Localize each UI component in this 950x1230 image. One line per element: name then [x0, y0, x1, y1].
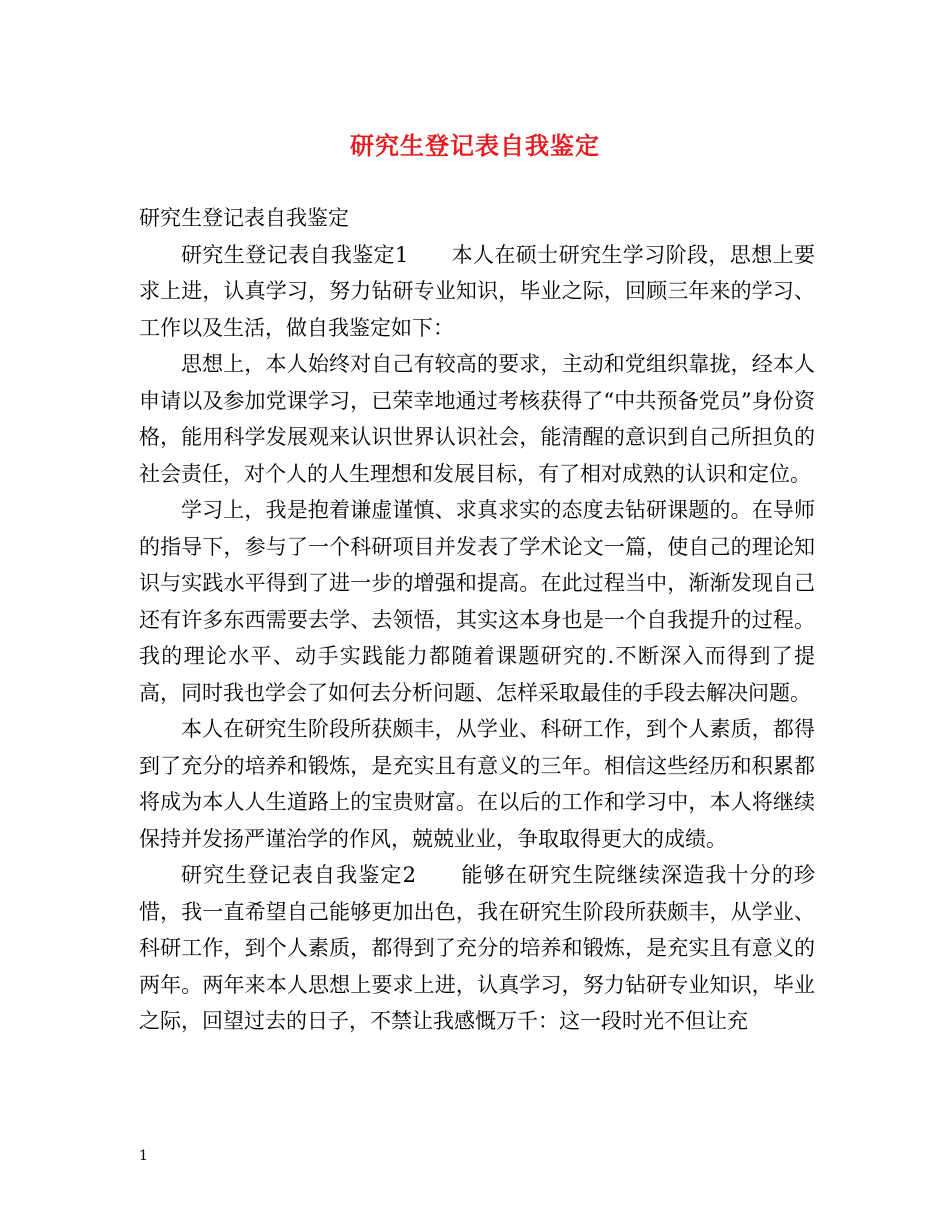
paragraph: 思想上，本人始终对自己有较高的要求，主动和党组织靠拢，经本人申请以及参加党课学习，已荣幸地通过考核获得了“中共预备党员”身份资格，能用科学发展观来认识世界认识社会，能清醒的意识到自己所担负的社会责任，对个人的人生理想和发展目标，有了相对成熟的认识和定位。 — [139, 352, 815, 486]
paragraph: 研究生登记表自我鉴定2 能够在研究生院继续深造我十分的珍惜，我一直希望自己能够更加出色，我在研究生阶段所获颇丰，从学业、科研工作，到个人素质，都得到了充分的培养和锻炼，是充实且有意义的两年。两年来本人思想上要求上进，认真学习，努力钻研专业知识，毕业之际，回望过去的日子，不禁让我感慨万千：这一段时光不但让充 — [139, 863, 815, 1033]
page-number: 1 — [139, 1148, 148, 1164]
paragraph-subtitle: 研究生登记表自我鉴定 — [139, 206, 349, 230]
paragraph: 研究生登记表自我鉴定1 本人在硕士研究生学习阶段，思想上要求上进，认真学习，努力钻研专业知识，毕业之际，回顾三年来的学习、工作以及生活，做自我鉴定如下： — [139, 242, 815, 340]
document-body — [139, 200, 815, 1040]
document-title: 研究生登记表自我鉴定 — [350, 131, 600, 160]
paragraph: 学习上，我是抱着谦虚谨慎、求真求实的态度去钻研课题的。在导师的指导下，参与了一个科研项目并发表了学术论文一篇，使自己的理论知识与实践水平得到了进一步的增强和提高。在此过程当中，渐渐发现自己还有许多东西需要去学、去领悟，其实这本身也是一个自我提升的过程。我的理论水平、动手实践能力都随着课题研究的.不断深入而得到了提高，同时我也学会了如何去分析问题、怎样采取最佳的手段去解决问题。 — [139, 498, 815, 705]
paragraph: 本人在研究生阶段所获颇丰，从学业、科研工作，到个人素质，都得到了充分的培养和锻炼，是充实且有意义的三年。相信这些经历和积累都将成为本人人生道路上的宝贵财富。在以后的工作和学习中，本人将继续保持并发扬严谨治学的作风，兢兢业业，争取取得更大的成绩。 — [139, 717, 815, 851]
